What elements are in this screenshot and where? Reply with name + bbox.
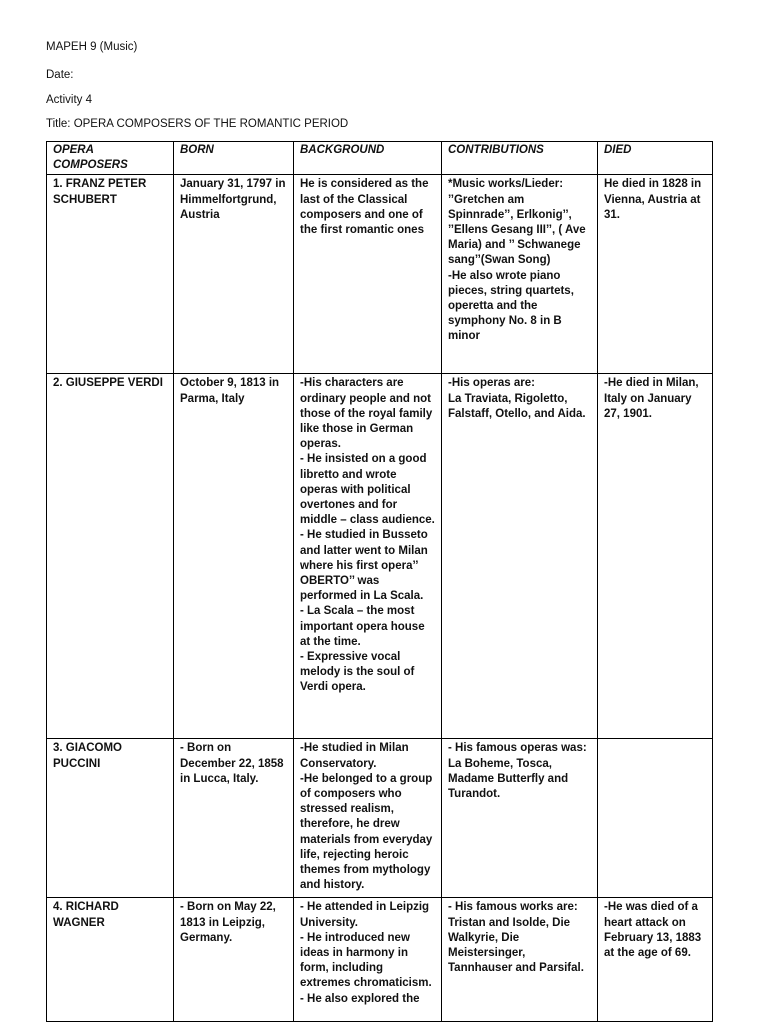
background-cell: - He attended in Leipzig University. - He introduced new ideas in harmony in form, including extremes chromaticism. - He also explored the xyxy=(294,898,442,1022)
composer-cell: 2. GIUSEPPE VERDI xyxy=(47,374,174,739)
header-contributions: CONTRIBUTIONS xyxy=(442,142,598,175)
born-cell: January 31, 1797 in Himmelfortgrund, Austria xyxy=(174,175,294,374)
subject-line: MAPEH 9 (Music) xyxy=(46,41,138,53)
date-line: Date: xyxy=(46,69,74,81)
title-line: Title: OPERA COMPOSERS OF THE ROMANTIC PERIOD xyxy=(46,118,349,130)
header-background: BACKGROUND xyxy=(294,142,442,175)
table-row xyxy=(47,175,713,374)
died-cell: -He died in Milan, Italy on January 27, 1901. xyxy=(598,374,713,739)
background-cell: He is considered as the last of the Classical composers and one of the first romantic ones xyxy=(294,175,442,374)
born-cell: - Born on May 22, 1813 in Leipzig, Germany. xyxy=(174,898,294,1022)
contributions-cell: - His famous works are: Tristan and Isolde, Die Walkyrie, Die Meistersinger, Tannhauser and Parsifal. xyxy=(442,898,598,1022)
background-cell: -He studied in Milan Conservatory. -He belonged to a group of composers who stressed realism, therefore, he drew materials from everyday life, rejecting heroic themes from mythology and history. xyxy=(294,739,442,898)
contributions-cell: -His operas are: La Traviata, Rigoletto, Falstaff, Otello, and Aida. xyxy=(442,374,598,739)
header-died: DIED xyxy=(598,142,713,175)
died-cell xyxy=(598,739,713,898)
background-cell: -His characters are ordinary people and not those of the royal family like those in German operas. - He insisted on a good libretto and wrote operas with political overtones and for middle – class audience. - He studied in Busseto and latter went to Milan where his first opera’’ OBERTO’’ was performed in La Scala. - La Scala – the most important opera house at the time. - Expressive vocal melody is the soul of Verdi opera. xyxy=(294,374,442,739)
died-cell: He died in 1828 in Vienna, Austria at 31. xyxy=(598,175,713,374)
composer-cell: 1. FRANZ PETER SCHUBERT xyxy=(47,175,174,374)
contributions-cell: *Music works/Lieder: ’’Gretchen am Spinnrade’’, Erlkonig’’, ’’Ellens Gesang III’’, ( Ave Maria) and ’’ Schwanege sang’’(Swan Song) -He also wrote piano pieces, string quartets, operetta and the symphony No. 8 in B minor xyxy=(442,175,598,374)
table-row xyxy=(47,739,713,898)
header-born: BORN xyxy=(174,142,294,175)
composers-table xyxy=(46,141,713,1022)
composer-cell: 3. GIACOMO PUCCINI xyxy=(47,739,174,898)
table-row xyxy=(47,374,713,739)
contributions-cell: - His famous operas was: La Boheme, Tosca, Madame Butterfly and Turandot. xyxy=(442,739,598,898)
table-row xyxy=(47,898,713,1022)
born-cell: - Born on December 22, 1858 in Lucca, Italy. xyxy=(174,739,294,898)
activity-line: Activity 4 xyxy=(46,94,93,106)
died-cell: -He was died of a heart attack on February 13, 1883 at the age of 69. xyxy=(598,898,713,1022)
header-composers: OPERA COMPOSERS xyxy=(47,142,174,175)
table-header-row xyxy=(47,142,713,175)
born-cell: October 9, 1813 in Parma, Italy xyxy=(174,374,294,739)
composer-cell: 4. RICHARD WAGNER xyxy=(47,898,174,1022)
